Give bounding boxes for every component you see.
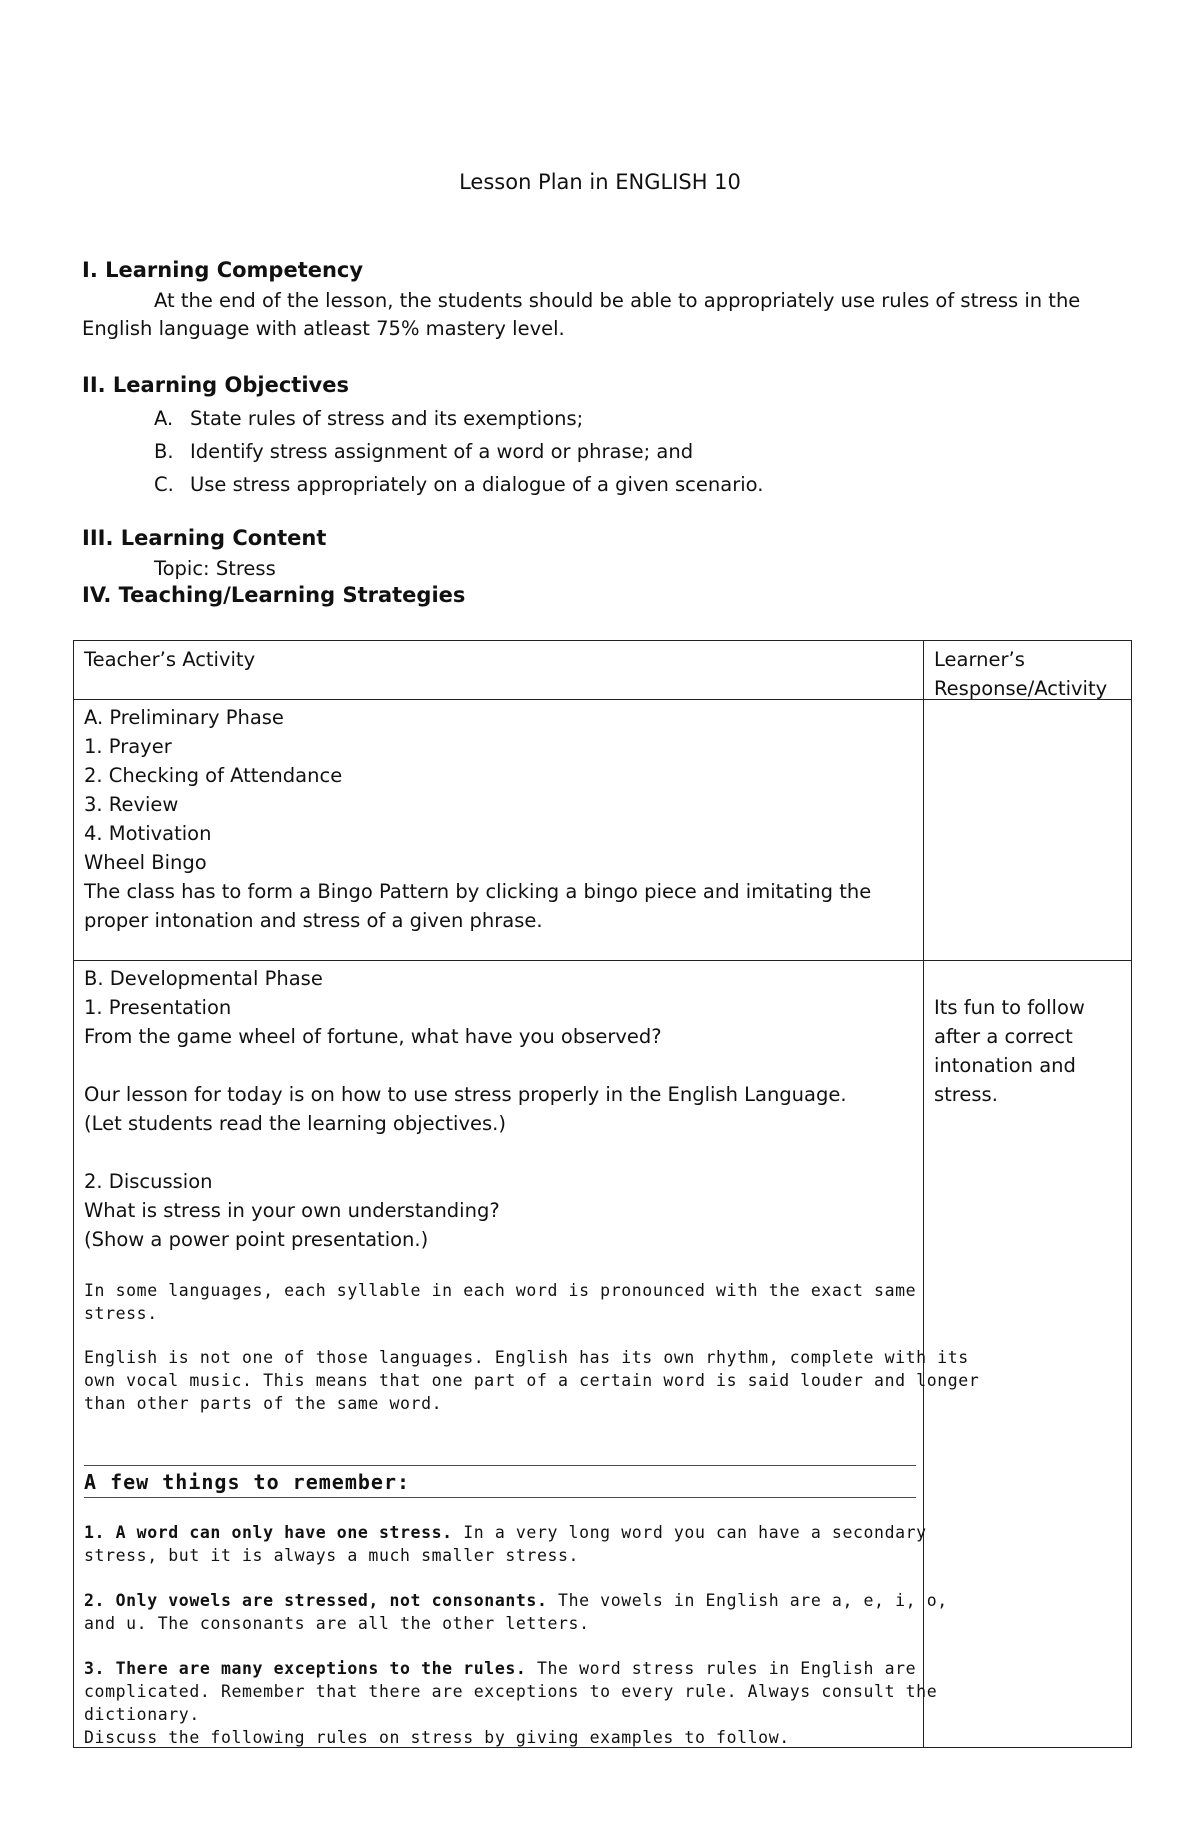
learner-line: Its fun to follow [934, 996, 1085, 1019]
prelim-line: proper intonation and stress of a given phrase. [84, 909, 543, 932]
rule-3-bold: 3. There are many exceptions to the rules. [84, 1659, 527, 1678]
dev-line: What is stress in your own understanding? [84, 1199, 500, 1222]
rule-3-line-3: dictionary. [84, 1705, 200, 1724]
competency-line-1: At the end of the lesson, the students should be able to appropriately use rules of stress in the [154, 289, 1081, 312]
prelim-line: 1. Prayer [84, 735, 172, 758]
competency-text [82, 287, 1092, 343]
topic-text: Topic: Stress [154, 557, 276, 580]
para2-line: than other parts of the same word. [84, 1394, 443, 1413]
rule-2-line-2: and u. The consonants are all the other letters. [84, 1614, 590, 1633]
rule-2 [84, 1589, 948, 1635]
objective-text: Identify stress assignment of a word or phrase; and [190, 439, 694, 463]
developmental-phase-cell [84, 964, 847, 1254]
section-heading-strategies: IV. Teaching/Learning Strategies [82, 583, 466, 607]
remember-top-rule [84, 1465, 916, 1466]
prelim-line: 4. Motivation [84, 822, 212, 845]
dev-line: B. Developmental Phase [84, 967, 323, 990]
objective-letter: B. [154, 439, 174, 463]
rule-2-text: The vowels in English are a, e, i, o, [547, 1591, 948, 1610]
rule-3 [84, 1657, 937, 1749]
dev-line: (Show a power point presentation.) [84, 1228, 429, 1251]
para2-line: English is not one of those languages. English has its own rhythm, complete with its [84, 1348, 969, 1367]
dev-line [84, 1138, 847, 1167]
remember-heading: A few things to remember: [84, 1470, 411, 1494]
stress-paragraph-2 [84, 1346, 979, 1415]
objective-item [154, 435, 763, 468]
objective-item [154, 402, 763, 435]
prelim-line: The class has to form a Bingo Pattern by clicking a bingo piece and imitating the [84, 880, 872, 903]
objective-letter: A. [154, 406, 174, 430]
header-learner-response [934, 645, 1107, 703]
rule-1-line-2: stress, but it is always a much smaller stress. [84, 1546, 580, 1565]
rule-1 [84, 1521, 927, 1567]
dev-line [84, 1051, 847, 1080]
section-heading-competency: I. Learning Competency [82, 258, 364, 282]
learner-line: after a correct [934, 1025, 1073, 1048]
stress-paragraph-1 [84, 1279, 916, 1325]
prelim-line: Wheel Bingo [84, 851, 207, 874]
header-learner-line-1: Learner’s [934, 648, 1025, 671]
objective-text: State rules of stress and its exemptions; [190, 406, 584, 430]
rule-2-bold: 2. Only vowels are stressed, not consonants. [84, 1591, 548, 1610]
header-teacher-activity: Teacher’s Activity [84, 648, 256, 671]
table-column-divider [923, 641, 924, 1747]
prelim-line: A. Preliminary Phase [84, 706, 284, 729]
closing-instruction: Discuss the following rules on stress by giving examples to follow. [84, 1728, 790, 1747]
preliminary-phase-cell [84, 703, 871, 935]
rule-3-text: The word stress rules in English are [526, 1659, 917, 1678]
rule-1-text: In a very long word you can have a secondary [452, 1523, 927, 1542]
learner-line: stress. [934, 1083, 998, 1106]
dev-line: 2. Discussion [84, 1170, 213, 1193]
para1-line: In some languages, each syllable in each word is pronounced with the exact same [84, 1281, 917, 1300]
rule-3-line-2: complicated. Remember that there are exceptions to every rule. Always consult the [84, 1682, 938, 1701]
objectives-list [154, 402, 763, 501]
learner-line: intonation and [934, 1054, 1076, 1077]
table-row-divider [74, 960, 1131, 961]
objective-text: Use stress appropriately on a dialogue of a given scenario. [190, 472, 764, 496]
para1-line: stress. [84, 1304, 158, 1323]
page-title: Lesson Plan in ENGLISH 10 [459, 170, 741, 194]
learner-response-cell [934, 993, 1085, 1109]
section-heading-content: III. Learning Content [82, 526, 327, 550]
objective-item [154, 468, 763, 501]
para2-line: own vocal music. This means that one part of a certain word is said louder and longer [84, 1371, 980, 1390]
dev-line: From the game wheel of fortune, what have you observed? [84, 1025, 662, 1048]
prelim-line: 2. Checking of Attendance [84, 764, 343, 787]
prelim-line: 3. Review [84, 793, 179, 816]
header-learner-line-2: Response/Activity [934, 677, 1108, 700]
dev-line: (Let students read the learning objectives.) [84, 1112, 506, 1135]
section-heading-objectives: II. Learning Objectives [82, 373, 349, 397]
competency-line-2: English language with atleast 75% mastery level. [82, 317, 565, 340]
objective-letter: C. [154, 472, 174, 496]
dev-line: Our lesson for today is on how to use stress properly in the English Language. [84, 1083, 847, 1106]
remember-bottom-rule [84, 1497, 916, 1498]
strategies-table [73, 640, 1132, 1748]
rule-1-bold: 1. A word can only have one stress. [84, 1523, 453, 1542]
dev-line: 1. Presentation [84, 996, 232, 1019]
